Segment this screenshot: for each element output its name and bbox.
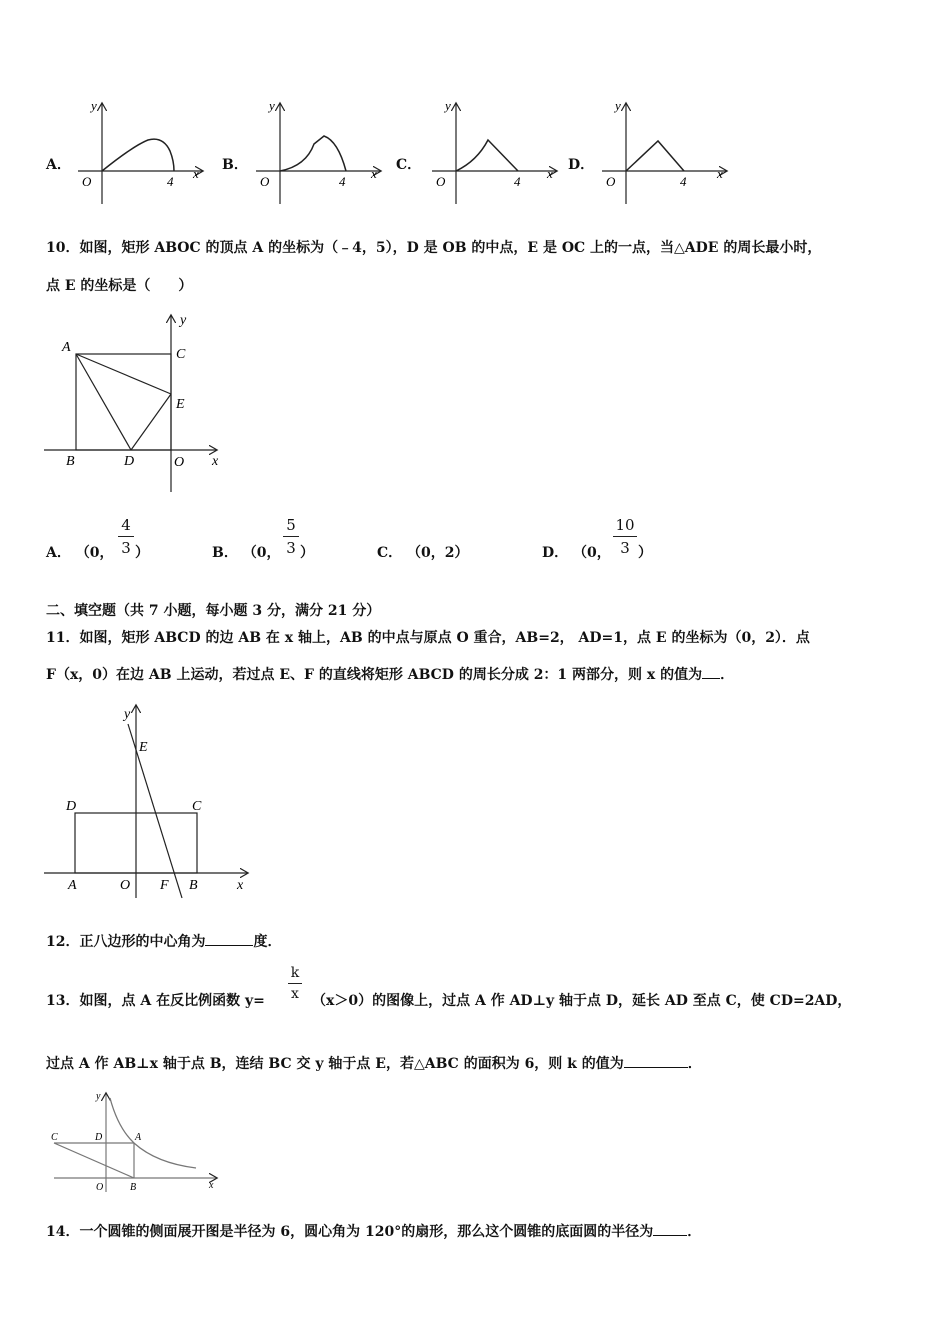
label-d: D bbox=[66, 799, 77, 814]
q10-option-a-suffix: ） bbox=[135, 545, 149, 561]
q10-option-c[interactable]: C． （0，2） bbox=[377, 545, 469, 561]
origin-label: O bbox=[436, 174, 446, 189]
x-label: x bbox=[717, 166, 723, 181]
q10-option-a[interactable]: A． （0， bbox=[46, 545, 114, 561]
label-f: F bbox=[160, 878, 169, 893]
label-e: E bbox=[139, 740, 148, 755]
section-heading: 二、填空题（共 7 小题，每小题 3 分，满分 21 分） bbox=[46, 603, 381, 619]
label-d: D bbox=[95, 1132, 103, 1143]
x-label: x bbox=[371, 166, 377, 181]
answer-blank[interactable] bbox=[624, 1055, 688, 1068]
q12-text: 12．正八边形的中心角为 度． bbox=[46, 934, 282, 950]
tick-label: 4 bbox=[339, 174, 346, 189]
label-o: O bbox=[174, 455, 185, 470]
option-b-label: B． bbox=[222, 157, 248, 173]
label-o: O bbox=[96, 1182, 104, 1193]
graph-option-d bbox=[592, 96, 732, 206]
answer-blank[interactable] bbox=[205, 933, 253, 946]
q13-text-line1-b: （x＞0）的图像上，过点 A 作 AD⊥y 轴于点 D，延长 AD 至点 C，使 CD=2AD， bbox=[312, 993, 852, 1009]
label-x: x bbox=[237, 878, 244, 893]
q10-option-d-suffix: ） bbox=[638, 545, 652, 561]
tick-label: 4 bbox=[167, 174, 174, 189]
option-c-label: C． bbox=[396, 157, 422, 173]
y-label: y bbox=[91, 98, 97, 113]
option-a-label: A． bbox=[46, 157, 71, 173]
graph-option-c bbox=[422, 96, 562, 206]
q11-text-line2: F（x，0）在边 AB 上运动，若过点 E、F 的直线将矩形 ABCD 的周长分成 2：1 两部分，则 x 的值为 ． bbox=[46, 667, 735, 683]
origin-label: O bbox=[82, 174, 92, 189]
label-b: B bbox=[130, 1182, 137, 1193]
q10-figure bbox=[44, 310, 230, 495]
y-label: y bbox=[615, 98, 621, 113]
y-label: y bbox=[445, 98, 451, 113]
q10-option-a-fraction: 4 3 bbox=[118, 516, 134, 557]
label-c: C bbox=[51, 1132, 58, 1143]
label-y: y bbox=[124, 707, 131, 722]
label-a: A bbox=[68, 878, 77, 893]
answer-blank[interactable] bbox=[702, 666, 720, 679]
label-x: x bbox=[209, 1180, 214, 1191]
label-x: x bbox=[212, 454, 219, 469]
q11-figure bbox=[44, 700, 254, 900]
label-c: C bbox=[192, 799, 202, 814]
label-d: D bbox=[124, 454, 135, 469]
q10-option-d-fraction: 10 3 bbox=[613, 516, 637, 557]
tick-label: 4 bbox=[514, 174, 521, 189]
label-b: B bbox=[66, 454, 75, 469]
label-b: B bbox=[189, 878, 198, 893]
label-a: A bbox=[62, 340, 71, 355]
option-d-label: D． bbox=[568, 157, 595, 173]
tick-label: 4 bbox=[680, 174, 687, 189]
q13-fraction: k x bbox=[288, 965, 302, 1002]
x-label: x bbox=[193, 166, 199, 181]
label-e: E bbox=[176, 397, 185, 412]
graph-option-a bbox=[68, 96, 208, 206]
label-a: A bbox=[135, 1132, 142, 1143]
x-label: x bbox=[547, 166, 553, 181]
label-y: y bbox=[180, 313, 187, 328]
label-o: O bbox=[120, 878, 131, 893]
q14-text: 14．一个圆锥的侧面展开图是半径为 6，圆心角为 120°的扇形，那么这个圆锥的底面圆的半径为 ． bbox=[46, 1224, 702, 1240]
label-y: y bbox=[96, 1091, 101, 1102]
origin-label: O bbox=[260, 174, 270, 189]
q10-option-b-fraction: 5 3 bbox=[283, 516, 299, 557]
q11-text-line1: 11．如图，矩形 ABCD 的边 AB 在 x 轴上，AB 的中点与原点 O 重合，AB=2， AD=1，点 E 的坐标为（0，2）．点 bbox=[46, 630, 810, 646]
q13-text-line1-a: 13．如图，点 A 在反比例函数 y= bbox=[46, 993, 265, 1009]
q10-option-b-suffix: ） bbox=[300, 545, 314, 561]
q10-option-d[interactable]: D． （0， bbox=[542, 545, 611, 561]
graph-option-b bbox=[246, 96, 386, 206]
label-c: C bbox=[176, 347, 186, 362]
q10-option-b[interactable]: B． （0， bbox=[212, 545, 281, 561]
q10-text-line1: 10．如图，矩形 ABOC 的顶点 A 的坐标为（﹣4，5），D 是 OB 的中点，E 是 OC 上的一点，当△ADE 的周长最小时， bbox=[46, 240, 822, 256]
answer-blank[interactable] bbox=[653, 1223, 687, 1236]
q13-text-line2: 过点 A 作 AB⊥x 轴于点 B，连结 BC 交 y 轴于点 E，若△ABC 的面积为 6，则 k 的值为 ． bbox=[46, 1056, 702, 1072]
origin-label: O bbox=[606, 174, 616, 189]
q10-text-line2: 点 E 的坐标是（ ） bbox=[46, 278, 193, 294]
y-label: y bbox=[269, 98, 275, 113]
q13-figure bbox=[46, 1088, 226, 1194]
